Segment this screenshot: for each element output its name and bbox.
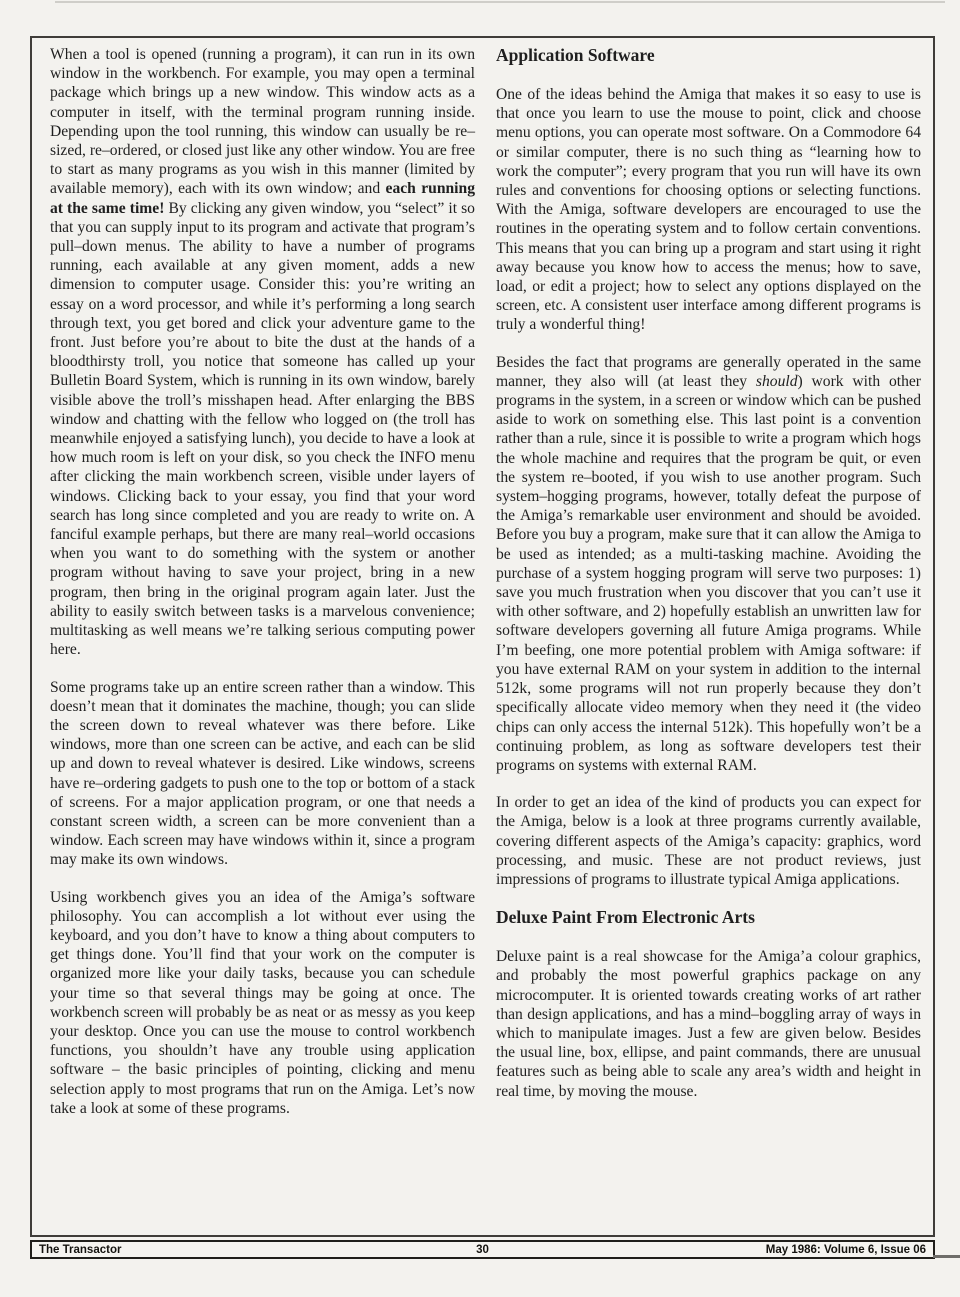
bold-text: each running at the same time! <box>50 180 475 217</box>
page-frame <box>30 36 935 1237</box>
paragraph-text: When a tool is opened (running a program), it can run in its own window in the workbench. For example, you may open a terminal package which brings up a new window. This window acts as a computer in itself, with the terminal program running inside. Depending upon the tool running, this window can usually be re–sized, re–ordered, or closed just like any other window. You are free to start as many programs as you wish in this manner (limited by available memory), each with its own window; and <box>50 46 475 198</box>
scan-artifact-line <box>933 1255 960 1258</box>
footer-magazine-title: The Transactor <box>39 1243 122 1256</box>
paragraph <box>496 353 921 775</box>
paragraph <box>50 45 475 660</box>
paragraph-text: ) work with other programs in the system, in a screen or window which can be pushed aside to work on something else. This last point is a convention rather than a rule, since it is possible to write a program which hogs the whole machine and requires that the program be quit, or even the system re–booted, if you wish to use another program. Such system–hogging programs, however, totally defeat the purpose of the Amiga’s remarkable user environment and should be avoided. Before you buy a program, make sure that it can allow the Amiga to be used as intended; as a multi-tasking machine. Avoiding the purchase of a system hogging program will serve two purposes: 1) save you much frustration when you discover that you can’t use it with other software, and 2) hopefully establish an unwritten law for software developers governing all future Amiga programs. While I’m beefing, one more potential problem with Amiga software: if you have external RAM on your system in addition to the internal 512k, some programs will not run properly because they don’t specifically allocate video memory when they need it (the video chips can only access the internal 512k). This hopefully won’t be a continuing problem, as long as software developers test their programs on systems with external RAM. <box>496 372 921 774</box>
two-column-layout <box>32 38 933 1118</box>
footer-page-number: 30 <box>476 1243 489 1256</box>
right-column <box>496 45 921 1118</box>
footer-issue-info: May 1986: Volume 6, Issue 06 <box>765 1243 927 1256</box>
left-column <box>50 45 475 1118</box>
paragraph-text: By clicking any given window, you “select” it so that you can supply input to its program and activate that program’s pull–down menus. The ability to have a number of programs running, each available at any given moment, adds a new dimension to computer usage. Consider this: you’re writing an essay on a word processor, and while it’s performing a long search through text, you get bored and click your adventure game to the front. Just before you’re about to bite the dust at the hands of a bloodthirsty troll, you notice that someone has called up your Bulletin Board System, which is running in its own window, barely visible above the troll’s misshapen head. After enlarging the BBS window and chatting with the fellow who logged on (the troll has meanwhile enjoyed a satisfying lunch), you decide to have a look at how much room is left on your disk, so you check the INFO menu after clicking the main workbench screen, visible under layers of windows. Clicking back to your essay, you find that your word search has long since completed and you are ready to write on. A fanciful example perhaps, but there are many real–world occasions when you want to do something with the system or another program without having to save your project, bring in a new program, then bring in the original program again later. Just the ability to easily switch between tasks is a marvelous convenience; multitasking as well means we’re talking serious computing power here. <box>50 199 475 659</box>
section-heading-application-software: Application Software <box>496 45 655 65</box>
italic-text: should <box>755 372 798 390</box>
section-heading-deluxe-paint: Deluxe Paint From Electronic Arts <box>496 907 755 928</box>
paragraph: Some programs take up an entire screen rather than a window. This doesn’t mean that it dominates the machine, though; you can slide the screen down to reveal whatever was there before. Like windows, more than one screen can be active, and each can be slid up and down to reveal whatever is desired. Like windows, screens have re–ordering gadgets to push one to the top or bottom of a stack of screens. For a major application program, or one that needs a constant screen width, a screen can be more convenient than a window. Each screen may have windows within it, since a program may make its own windows. <box>50 678 475 869</box>
paragraph: Deluxe paint is a real showcase for the Amiga’a colour graphics, and probably the most powerful graphics package on any microcomputer. It is oriented towards creating works of art rather than design applications, and has a mind–boggling array of ways in which to manipulate images. Just a few are given below. Besides the usual line, box, ellipse, and paint commands, there are unusual features such as being able to scale any area’s width and height in real time, by moving the mouse. <box>496 948 921 1100</box>
paragraph-text: Besides the fact that programs are generally operated in the same manner, they also will (at least they <box>496 353 921 390</box>
scan-artifact-line <box>55 1 945 3</box>
paragraph: Using workbench gives you an idea of the Amiga’s software philosophy. You can accomplish a lot without ever using the keyboard, and you don’t have to know a thing about computers to get things done. You’ll find that your work on the computer is organized more like your daily tasks, because you can schedule your time so that several things may be going at once. The workbench screen will probably be as neat or as messy as you keep your desktop. Once you can use the mouse to control workbench functions, you shouldn’t have any trouble using application software – the basic principles of pointing, clicking and menu selection apply to most programs that run on the Amiga. Let’s now take a look at some of these programs. <box>50 888 475 1117</box>
paragraph: One of the ideas behind the Amiga that makes it so easy to use is that once you learn to use the mouse to point, click and choose menu options, you can operate most software. On a Commodore 64 or similar computer, there is no such thing as “learning how to work the computer”; every program that you run will have its own rules and conventions for choosing options or selecting functions. With the Amiga, software developers are encouraged to use the routines in the operating system and to follow certain conventions. This means that you can bring up a program and start using it right away because you know how to access the menus; how to save, load, or edit a project; how to select any options displayed on the screen, etc. A consistent user interface among different programs is truly a wonderful thing! <box>496 86 921 334</box>
paragraph: In order to get an idea of the kind of products you can expect for the Amiga, below is a look at three programs currently available, covering different aspects of the Amiga’s capacity: graphics, word processing, and music. These are not product reviews, just impressions of programs to illustrate typical Amiga applications. <box>496 794 921 888</box>
page-footer <box>30 1240 935 1259</box>
